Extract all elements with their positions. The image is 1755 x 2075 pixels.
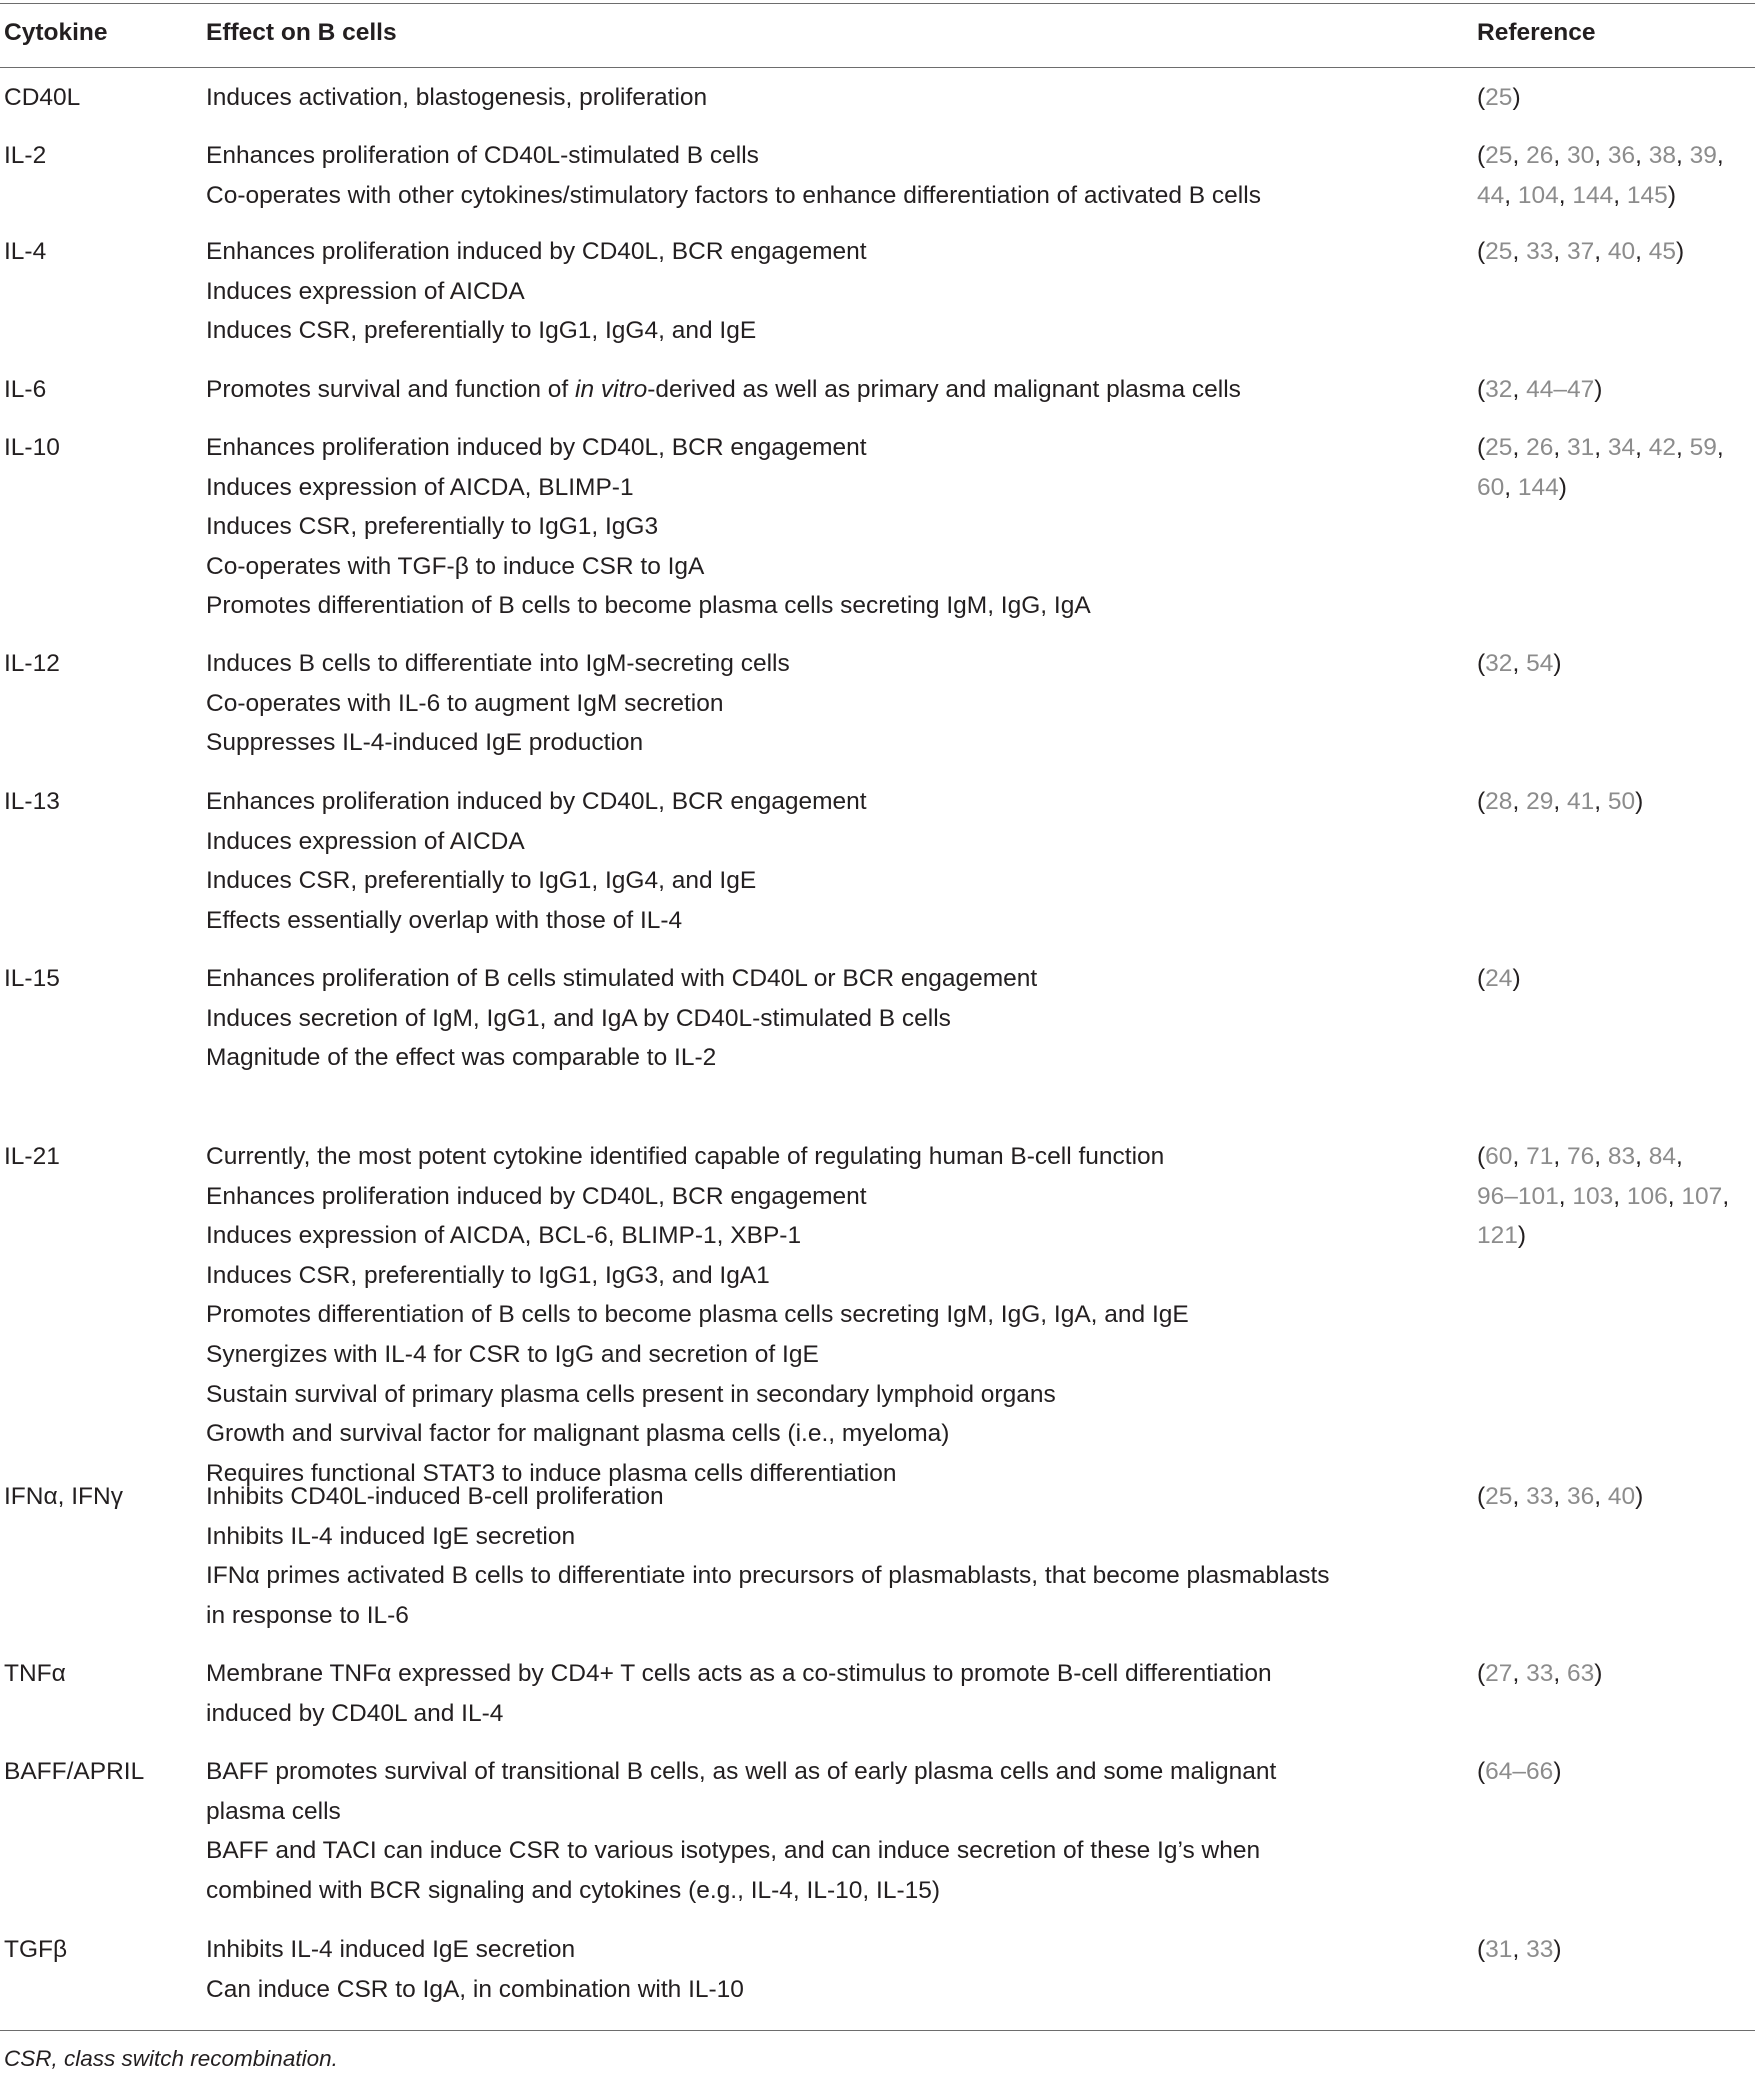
reference-punctuation: ( (1477, 376, 1486, 403)
reference-punctuation: ) (1635, 1483, 1644, 1510)
reference-punctuation: ) (1635, 788, 1644, 815)
cytokine-cell: IL-6 (4, 376, 47, 403)
reference-punctuation: , (1553, 238, 1567, 265)
reference-punctuation: ) (1512, 965, 1521, 992)
reference-link[interactable]: 103 (1572, 1182, 1614, 1210)
reference-punctuation: , (1613, 181, 1627, 209)
effect-line: BAFF and TACI can induce CSR to various isotypes, and can induce secretion of these Ig’s when (206, 1837, 1261, 1865)
effect-line: Co-operates with TGF-β to induce CSR to IgA (206, 552, 705, 580)
reference-link[interactable]: 25 (1485, 1483, 1513, 1510)
effect-line: Membrane TNFα expressed by CD4+ T cells acts as a co-stimulus to promote B-cell differentiation (206, 1660, 1272, 1687)
effect-line: induced by CD40L and IL-4 (206, 1699, 504, 1727)
effect-line: Induces secretion of IgM, IgG1, and IgA by CD40L-stimulated B cells (206, 1004, 951, 1032)
reference-link[interactable]: 24 (1485, 965, 1513, 992)
effect-line: Inhibits IL-4 induced IgE secretion (206, 1936, 576, 1963)
effect-cell (206, 232, 1446, 351)
effect-cell (206, 1477, 1446, 1635)
table-bottom-rule (0, 2030, 1755, 2031)
reference-link[interactable]: 37 (1566, 238, 1595, 265)
reference-punctuation: , (1558, 1182, 1573, 1210)
reference-link[interactable]: 25 (1485, 84, 1513, 111)
reference-punctuation: ( (1477, 1660, 1486, 1687)
effect-cell (206, 782, 1446, 940)
reference-link[interactable]: 33 (1526, 238, 1554, 265)
reference-punctuation: , (1667, 1182, 1682, 1210)
reference-link[interactable]: 60 (1485, 1143, 1513, 1170)
reference-link[interactable]: 34 (1607, 434, 1636, 461)
reference-line (1477, 1137, 1752, 1177)
reference-punctuation: , (1594, 238, 1608, 265)
reference-punctuation: ) (1553, 1758, 1562, 1785)
reference-punctuation: ) (1553, 1936, 1562, 1963)
reference-link[interactable]: 144 (1517, 473, 1559, 501)
reference-punctuation: , (1512, 1483, 1527, 1510)
reference-line (1477, 370, 1752, 410)
reference-link[interactable]: 40 (1607, 238, 1636, 265)
effect-line: Inhibits CD40L-induced B-cell proliferation (206, 1483, 664, 1510)
reference-line (1477, 176, 1752, 216)
reference-link[interactable]: 39 (1689, 142, 1717, 169)
reference-punctuation: , (1512, 1660, 1527, 1687)
reference-punctuation: ( (1477, 84, 1486, 111)
reference-link[interactable]: 25 (1485, 238, 1513, 265)
cytokine-cell: BAFF/APRIL (4, 1758, 145, 1785)
reference-link[interactable]: 27 (1485, 1660, 1513, 1687)
reference-punctuation: , (1594, 1483, 1608, 1510)
reference-link[interactable]: 42 (1648, 434, 1676, 461)
reference-link[interactable]: 40 (1607, 1483, 1636, 1510)
reference-link[interactable]: 31 (1485, 1936, 1513, 1963)
effect-text: Promotes survival and function of (206, 376, 576, 403)
effect-line: Enhances proliferation induced by CD40L, BCR engagement (206, 238, 867, 265)
reference-link[interactable]: 64–66 (1485, 1758, 1554, 1785)
effect-cell (206, 1137, 1446, 1493)
header-reference: Reference (1477, 19, 1596, 46)
reference-line (1477, 1654, 1752, 1694)
reference-line (1477, 782, 1752, 822)
effect-line: Co-operates with other cytokines/stimulatory factors to enhance differentiation of activated B cells (206, 181, 1261, 209)
effect-line: Growth and survival factor for malignant plasma cells (i.e., myeloma) (206, 1420, 950, 1448)
cytokine-cell: IL-21 (4, 1143, 60, 1170)
table-footnote: CSR, class switch recombination. (4, 2046, 338, 2071)
reference-cell (1477, 782, 1752, 822)
reference-link[interactable]: 45 (1648, 238, 1676, 265)
cytokine-cell: IL-2 (4, 142, 47, 169)
effect-line: Promotes differentiation of B cells to become plasma cells secreting IgM, IgG, IgA (206, 592, 1091, 620)
effect-line: Inhibits IL-4 induced IgE secretion (206, 1522, 576, 1550)
reference-line (1477, 1177, 1752, 1217)
effect-line: Magnitude of the effect was comparable to IL-2 (206, 1044, 717, 1072)
effect-line: Induces expression of AICDA, BCL-6, BLIMP-1, XBP-1 (206, 1222, 802, 1250)
reference-punctuation: ( (1477, 650, 1486, 677)
reference-punctuation: ( (1477, 434, 1486, 461)
effect-cell (206, 428, 1446, 626)
reference-cell (1477, 1930, 1752, 1970)
reference-punctuation: , (1676, 434, 1690, 461)
reference-cell (1477, 370, 1752, 410)
reference-link[interactable]: 41 (1566, 788, 1595, 815)
effect-line: Enhances proliferation of B cells stimulated with CD40L or BCR engagement (206, 965, 1038, 992)
effect-line: Promotes differentiation of B cells to become plasma cells secreting IgM, IgG, IgA, and IgE (206, 1301, 1189, 1329)
reference-line (1477, 959, 1752, 999)
effect-line: IFNα primes activated B cells to differentiate into precursors of plasmablasts, that become plasmablasts (206, 1562, 1330, 1590)
reference-line (1477, 1477, 1752, 1517)
reference-punctuation: , (1558, 181, 1573, 209)
reference-cell (1477, 136, 1752, 215)
reference-punctuation: ) (1594, 376, 1603, 403)
effect-line: Effects essentially overlap with those of IL-4 (206, 906, 683, 934)
effect-cell (206, 1752, 1446, 1910)
effect-italic-text: in vitro (575, 376, 648, 403)
reference-punctuation: , (1512, 142, 1527, 169)
reference-punctuation: , (1635, 142, 1649, 169)
cytokine-cell: IL-13 (4, 788, 60, 815)
reference-punctuation: ( (1477, 788, 1486, 815)
reference-punctuation: , (1553, 1483, 1567, 1510)
reference-punctuation: , (1635, 1143, 1649, 1170)
reference-punctuation: , (1512, 1936, 1527, 1963)
effect-line: Induces activation, blastogenesis, proliferation (206, 84, 708, 111)
effect-line: Induces CSR, preferentially to IgG1, IgG3, and IgA1 (206, 1261, 770, 1289)
reference-link[interactable]: 144 (1572, 181, 1614, 209)
table-top-rule (0, 3, 1755, 4)
reference-punctuation: , (1716, 434, 1724, 461)
reference-link[interactable]: 50 (1607, 788, 1636, 815)
reference-link[interactable]: 107 (1681, 1182, 1723, 1210)
effect-cell (206, 959, 1446, 1078)
effect-line: Synergizes with IL-4 for CSR to IgG and secretion of IgE (206, 1340, 819, 1368)
effect-cell (206, 136, 1446, 215)
reference-link[interactable]: 38 (1648, 142, 1676, 169)
reference-punctuation: , (1594, 1143, 1608, 1170)
reference-link[interactable]: 36 (1607, 142, 1636, 169)
reference-cell (1477, 959, 1752, 999)
reference-punctuation: , (1594, 434, 1608, 461)
reference-punctuation: , (1635, 238, 1649, 265)
reference-punctuation: ) (1512, 84, 1521, 111)
reference-punctuation: , (1512, 376, 1527, 403)
effect-cell (206, 1930, 1446, 2009)
effect-line: combined with BCR signaling and cytokines (e.g., IL-4, IL-10, IL-15) (206, 1876, 941, 1904)
reference-line (1477, 78, 1752, 118)
reference-link[interactable]: 25 (1485, 434, 1513, 461)
reference-punctuation: , (1635, 434, 1649, 461)
reference-link[interactable]: 54 (1526, 650, 1554, 677)
reference-link[interactable]: 25 (1485, 142, 1513, 169)
reference-line (1477, 644, 1752, 684)
effect-line: Currently, the most potent cytokine identified capable of regulating human B-cell function (206, 1143, 1165, 1170)
reference-punctuation: , (1676, 1143, 1683, 1170)
reference-link[interactable]: 145 (1626, 181, 1668, 209)
reference-link[interactable]: 59 (1689, 434, 1717, 461)
cytokine-cell: IFNα, IFNγ (4, 1483, 123, 1510)
effect-line: Induces expression of AICDA (206, 827, 525, 855)
cytokine-cell: IL-10 (4, 434, 60, 461)
reference-link[interactable]: 33 (1526, 1660, 1554, 1687)
cytokine-cell: TNFα (4, 1660, 66, 1687)
effect-line: Co-operates with IL-6 to augment IgM secretion (206, 689, 724, 717)
reference-link[interactable]: 26 (1526, 142, 1554, 169)
reference-punctuation: , (1512, 1143, 1527, 1170)
reference-link[interactable]: 63 (1566, 1660, 1595, 1687)
effect-cell (206, 1654, 1446, 1733)
reference-punctuation: , (1512, 650, 1527, 677)
reference-line (1477, 1752, 1752, 1792)
reference-punctuation: , (1512, 788, 1527, 815)
reference-line (1477, 136, 1752, 176)
reference-link[interactable]: 33 (1526, 1936, 1554, 1963)
reference-punctuation: , (1504, 473, 1518, 501)
effect-line: Induces CSR, preferentially to IgG1, IgG4, and IgE (206, 867, 757, 895)
effect-line: plasma cells (206, 1797, 341, 1825)
reference-cell (1477, 1477, 1752, 1517)
reference-link[interactable]: 30 (1566, 142, 1595, 169)
reference-link[interactable]: 44 (1477, 181, 1505, 209)
reference-punctuation: , (1722, 1182, 1730, 1210)
reference-punctuation: ( (1477, 1936, 1486, 1963)
reference-line (1477, 428, 1752, 468)
cytokine-cell: CD40L (4, 84, 81, 111)
effect-line: BAFF promotes survival of transitional B cells, as well as of early plasma cells and some malignant (206, 1758, 1277, 1785)
table-header-rule (0, 67, 1755, 68)
reference-link[interactable]: 29 (1526, 788, 1554, 815)
reference-punctuation: ( (1477, 1483, 1486, 1510)
reference-link[interactable]: 121 (1477, 1222, 1518, 1250)
effect-line: Enhances proliferation induced by CD40L, BCR engagement (206, 434, 867, 461)
reference-punctuation: , (1594, 788, 1608, 815)
effect-text: -derived as well as primary and malignant plasma cells (647, 376, 1241, 403)
reference-punctuation: , (1504, 181, 1518, 209)
reference-punctuation: , (1716, 142, 1724, 169)
reference-punctuation: , (1512, 434, 1527, 461)
reference-link[interactable]: 33 (1526, 1483, 1554, 1510)
reference-link[interactable]: 104 (1517, 181, 1559, 209)
reference-line (1477, 1930, 1752, 1970)
reference-link[interactable]: 28 (1485, 788, 1513, 815)
reference-punctuation: ) (1517, 1222, 1527, 1250)
reference-punctuation: , (1553, 1143, 1567, 1170)
reference-link[interactable]: 106 (1626, 1182, 1668, 1210)
effect-line: Can induce CSR to IgA, in combination with IL-10 (206, 1975, 744, 2003)
effect-cell (206, 78, 1446, 118)
effect-line: Induces expression of AICDA (206, 277, 525, 305)
reference-punctuation: , (1613, 1182, 1627, 1210)
effect-line: Induces B cells to differentiate into IgM-secreting cells (206, 650, 790, 677)
effect-line: Suppresses IL-4-induced IgE production (206, 729, 644, 757)
reference-link[interactable]: 44–47 (1526, 376, 1595, 403)
reference-cell (1477, 1137, 1752, 1256)
effect-line (206, 370, 1446, 410)
reference-punctuation: , (1553, 434, 1567, 461)
reference-cell (1477, 428, 1752, 507)
reference-punctuation: ) (1676, 238, 1685, 265)
reference-link[interactable]: 84 (1648, 1143, 1676, 1170)
effect-line: Enhances proliferation induced by CD40L, BCR engagement (206, 788, 867, 815)
reference-punctuation: ( (1477, 1143, 1486, 1170)
reference-line (1477, 468, 1752, 508)
reference-punctuation: ( (1477, 965, 1486, 992)
reference-link[interactable]: 60 (1477, 473, 1505, 501)
reference-punctuation: ) (1667, 181, 1676, 209)
cytokine-cell: IL-4 (4, 238, 47, 265)
effect-line: Induces expression of AICDA, BLIMP-1 (206, 473, 634, 501)
reference-punctuation: ) (1553, 650, 1562, 677)
reference-punctuation: , (1512, 238, 1527, 265)
reference-punctuation: , (1594, 142, 1608, 169)
reference-cell (1477, 232, 1752, 272)
reference-cell (1477, 1654, 1752, 1694)
effect-cell (206, 644, 1446, 763)
effect-line: Induces CSR, preferentially to IgG1, IgG4, and IgE (206, 317, 757, 345)
effect-line: Requires functional STAT3 to induce plasma cells differentiation (206, 1459, 897, 1487)
effect-cell (206, 370, 1446, 410)
reference-punctuation: , (1676, 142, 1690, 169)
reference-punctuation: , (1553, 142, 1567, 169)
header-effect: Effect on B cells (206, 19, 397, 46)
reference-cell (1477, 78, 1752, 118)
reference-punctuation: ) (1594, 1660, 1603, 1687)
reference-punctuation: ( (1477, 142, 1486, 169)
reference-line (1477, 1216, 1752, 1256)
reference-punctuation: ( (1477, 238, 1486, 265)
reference-link[interactable]: 32 (1485, 376, 1513, 403)
reference-link[interactable]: 96–101 (1477, 1182, 1559, 1210)
reference-link[interactable]: 31 (1566, 434, 1595, 461)
cytokine-cell: TGFβ (4, 1936, 68, 1963)
effect-line: Enhances proliferation of CD40L-stimulated B cells (206, 142, 759, 169)
reference-link[interactable]: 83 (1607, 1143, 1636, 1170)
reference-punctuation: ( (1477, 1758, 1486, 1785)
reference-link[interactable]: 71 (1526, 1143, 1554, 1170)
reference-punctuation: ) (1558, 473, 1567, 501)
reference-cell (1477, 644, 1752, 684)
reference-cell (1477, 1752, 1752, 1792)
header-cytokine: Cytokine (4, 19, 108, 46)
reference-link[interactable]: 36 (1566, 1483, 1595, 1510)
reference-link[interactable]: 26 (1526, 434, 1554, 461)
cytokine-cell: IL-15 (4, 965, 60, 992)
effect-line: Induces CSR, preferentially to IgG1, IgG3 (206, 513, 659, 541)
cytokine-cell: IL-12 (4, 650, 60, 677)
reference-punctuation: , (1553, 788, 1567, 815)
reference-link[interactable]: 76 (1566, 1143, 1595, 1170)
effect-line: Sustain survival of primary plasma cells present in secondary lymphoid organs (206, 1380, 1056, 1408)
reference-line (1477, 232, 1752, 272)
reference-punctuation: , (1553, 1660, 1567, 1687)
effect-line: in response to IL-6 (206, 1601, 409, 1629)
effect-line: Enhances proliferation induced by CD40L, BCR engagement (206, 1182, 867, 1210)
reference-link[interactable]: 32 (1485, 650, 1513, 677)
